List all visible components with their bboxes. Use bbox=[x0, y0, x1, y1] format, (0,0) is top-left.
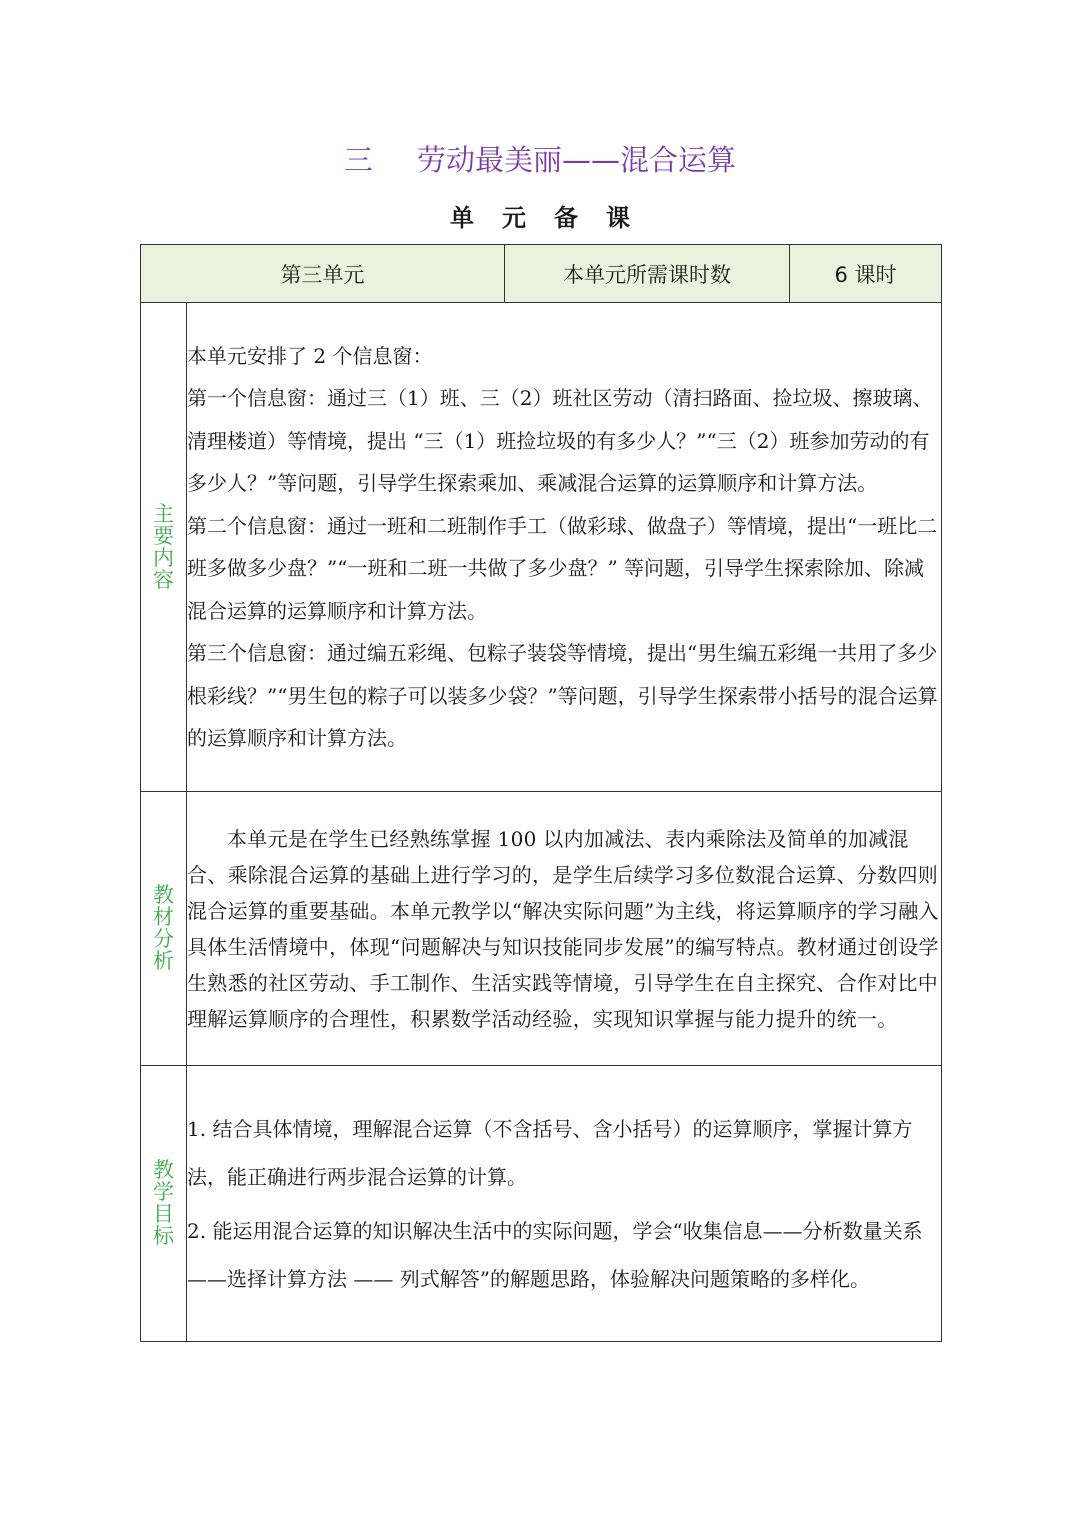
hours-label-cell: 本单元所需课时数 bbox=[505, 245, 790, 303]
main-content-label: 主要内容 bbox=[141, 303, 187, 792]
page-subtitle: 单元备课 bbox=[450, 204, 658, 232]
analysis-row bbox=[141, 792, 942, 1066]
table-header-row bbox=[141, 245, 942, 303]
analysis-cell bbox=[187, 792, 942, 1066]
main-content-cell bbox=[187, 303, 942, 792]
analysis-text: 本单元是在学生已经熟练掌握 100 以内加减法、表内乘除法及简单的加减混合、乘除混合运算的基础上进行学习的，是学生后续学习多位数混合运算、分数四则混合运算的重要基础。本单元教学以“解决实际问题”为主线，将运算顺序的学习融入具体生活情境中，体现“问题解决与知识技能同步发展”的编写特点。教材通过创设学生熟悉的社区劳动、手工制作、生活实践等情境，引导学生在自主探究、合作对比中理解运算顺序的合理性，积累数学活动经验，实现知识掌握与能力提升的统一。 bbox=[187, 826, 939, 1031]
main-content-line: 第二个信息窗：通过一班和二班制作手工（做彩球、做盘子）等情境，提出“一班比二班多做多少盘？”“一班和二班一共做了多少盘？” 等问题，引导学生探索除加、除减混合运算的运算顺序和计算方法。 bbox=[187, 513, 938, 623]
goal-item: 1. 结合具体情境，理解混合运算（不含括号、含小括号）的运算顺序，掌握计算方法，能正确进行两步混合运算的计算。 bbox=[187, 1116, 913, 1189]
unit-title-text: 劳动最美丽——混合运算 bbox=[417, 143, 737, 177]
main-content-row bbox=[141, 303, 942, 792]
goal-item: 2. 能运用混合运算的知识解决生活中的实际问题，学会“收集信息——分析数量关系——选择计算方法 —— 列式解答”的解题思路，体验解决问题策略的多样化。 bbox=[187, 1218, 923, 1291]
unit-title bbox=[0, 138, 1080, 179]
main-content-line: 第一个信息窗：通过三（1）班、三（2）班社区劳动（清扫路面、捡垃圾、擦玻璃、清理楼道）等情境，提出 “三（1）班捡垃圾的有多少人？”“三（2）班参加劳动的有多少人？”等问题，引导学生探索乘加、乘减混合运算的运算顺序和计算方法。 bbox=[187, 386, 933, 495]
hours-value-cell: 6 课时 bbox=[790, 245, 942, 303]
goals-row bbox=[141, 1066, 942, 1342]
main-content-line: 本单元安排了 2 个信息窗： bbox=[187, 343, 433, 368]
unit-cell: 第三单元 bbox=[141, 245, 505, 303]
analysis-label: 教材分析 bbox=[141, 792, 187, 1066]
lesson-plan-table bbox=[140, 244, 942, 1342]
goals-cell bbox=[187, 1066, 942, 1342]
unit-number: 三 bbox=[343, 143, 373, 177]
goals-label: 教学目标 bbox=[141, 1066, 187, 1342]
main-content-line: 第三个信息窗：通过编五彩绳、包粽子装袋等情境，提出“男生编五彩绳一共用了多少根彩线？”“男生包的粽子可以装多少袋？”等问题，引导学生探索带小括号的混合运算的运算顺序和计算方法。 bbox=[187, 641, 938, 750]
